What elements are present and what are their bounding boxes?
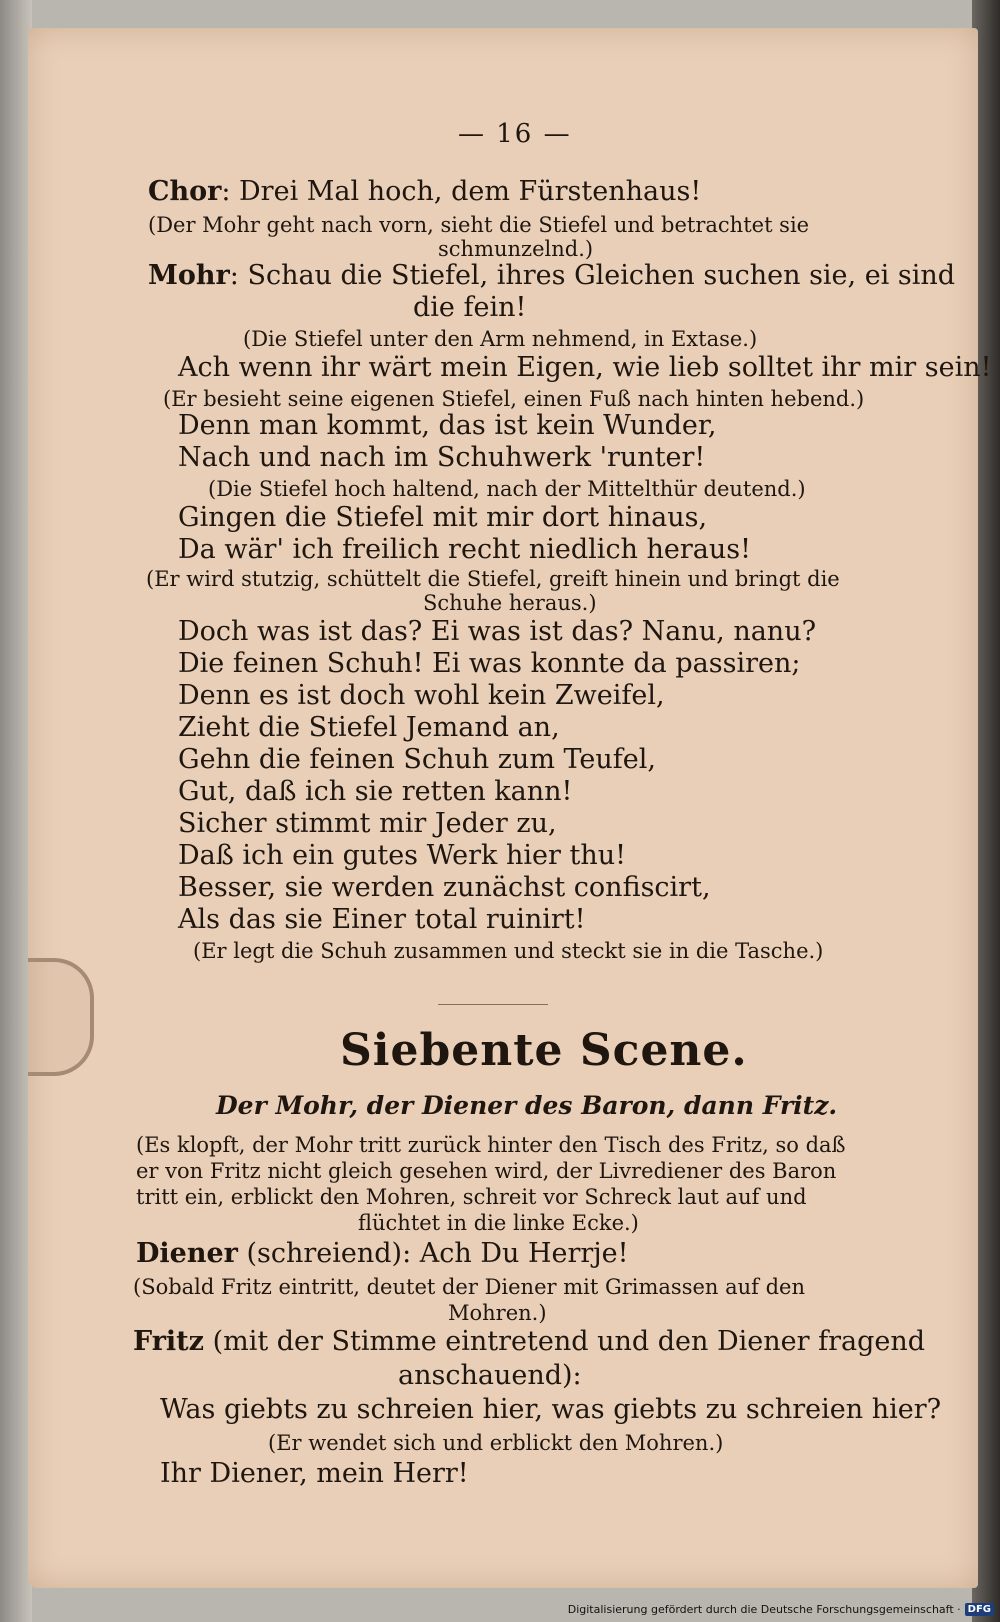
verse-line: Was giebts zu schreien hier, was giebts zu schreien hier? xyxy=(160,1394,942,1425)
verse-line: Denn es ist doch wohl kein Zweifel, xyxy=(178,680,665,711)
dialogue-line: Chor: Drei Mal hoch, dem Fürstenhaus! xyxy=(148,176,702,207)
verse-line: Nach und nach im Schuhwerk 'runter! xyxy=(178,442,706,473)
verse-line: Doch was ist das? Ei was ist das? Nanu, nanu? xyxy=(178,616,817,647)
stage-direction: (Die Stiefel hoch haltend, nach der Mittelthür deutend.) xyxy=(208,477,806,501)
section-divider xyxy=(438,1004,548,1005)
page-number: — 16 — xyxy=(458,119,572,149)
dialogue-line: anschauend): xyxy=(398,1360,582,1391)
verse-line: Sicher stimmt mir Jeder zu, xyxy=(178,808,557,839)
dialogue-line: Mohr: Schau die Stiefel, ihres Gleichen suchen sie, ei sind xyxy=(148,260,956,291)
verse-line: Da wär' ich freilich recht niedlich heraus! xyxy=(178,534,751,565)
digitization-credit xyxy=(568,1600,994,1618)
binding-loop xyxy=(28,958,94,1076)
stage-direction: (Er besieht seine eigenen Stiefel, einen Fuß nach hinten hebend.) xyxy=(163,387,865,411)
verse-line: Als das sie Einer total ruinirt! xyxy=(178,904,586,935)
speaker-name: Diener xyxy=(136,1238,238,1269)
stage-direction: Schuhe heraus.) xyxy=(423,591,597,615)
stage-direction: schmunzelnd.) xyxy=(438,237,594,261)
cast-list: Der Mohr, der Diener des Baron, dann Fritz. xyxy=(216,1091,838,1120)
verse-line: Zieht die Stiefel Jemand an, xyxy=(178,712,560,743)
verse-line: Besser, sie werden zunächst confiscirt, xyxy=(178,872,711,903)
stage-direction: (Sobald Fritz eintritt, deutet der Diener mit Grimassen auf den xyxy=(133,1275,805,1299)
scene-title: Siebente Scene. xyxy=(340,1025,748,1076)
verse-line: Gehn die feinen Schuh zum Teufel, xyxy=(178,744,656,775)
stage-direction: (Die Stiefel unter den Arm nehmend, in Extase.) xyxy=(243,327,758,351)
stage-direction: Mohren.) xyxy=(448,1301,547,1325)
stage-direction: (Er wird stutzig, schüttelt die Stiefel, greift hinein und bringt die xyxy=(146,567,840,591)
dfg-logo: DFG xyxy=(965,1603,994,1616)
credit-text: Digitalisierung gefördert durch die Deutsche Forschungsgemeinschaft · xyxy=(567,1602,961,1616)
speaker-name: Mohr xyxy=(148,260,230,291)
verse-line: Daß ich ein gutes Werk hier thu! xyxy=(178,840,626,871)
stage-direction: flüchtet in die linke Ecke.) xyxy=(358,1211,639,1235)
verse-line: Denn man kommt, das ist kein Wunder, xyxy=(178,410,717,441)
dialogue-line: Diener (schreiend): Ach Du Herrje! xyxy=(136,1238,629,1269)
stage-direction: (Der Mohr geht nach vorn, sieht die Stiefel und betrachtet sie xyxy=(148,213,810,237)
dialogue-line: die fein! xyxy=(413,292,527,323)
stage-direction: (Er wendet sich und erblickt den Mohren.) xyxy=(268,1431,724,1455)
stage-direction: (Er legt die Schuh zusammen und steckt sie in die Tasche.) xyxy=(193,939,824,963)
verse-line: Die feinen Schuh! Ei was konnte da passiren; xyxy=(178,648,801,679)
verse-line: Gingen die Stiefel mit mir dort hinaus, xyxy=(178,502,708,533)
book-page xyxy=(28,28,992,1588)
verse-line: Ihr Diener, mein Herr! xyxy=(160,1458,469,1489)
verse-line: Gut, daß ich sie retten kann! xyxy=(178,776,573,807)
speaker-name: Fritz xyxy=(133,1326,204,1357)
stage-direction: tritt ein, erblickt den Mohren, schreit vor Schreck laut auf und xyxy=(136,1185,807,1209)
verse-line: Ach wenn ihr wärt mein Eigen, wie lieb solltet ihr mir sein! xyxy=(178,352,992,383)
stage-direction: (Es klopft, der Mohr tritt zurück hinter den Tisch des Fritz, so daß xyxy=(136,1133,846,1157)
stage-direction: er von Fritz nicht gleich gesehen wird, der Livrediener des Baron xyxy=(136,1159,837,1183)
dialogue-line: Fritz (mit der Stimme eintretend und den Diener fragend xyxy=(133,1326,926,1357)
speaker-name: Chor xyxy=(148,176,222,207)
